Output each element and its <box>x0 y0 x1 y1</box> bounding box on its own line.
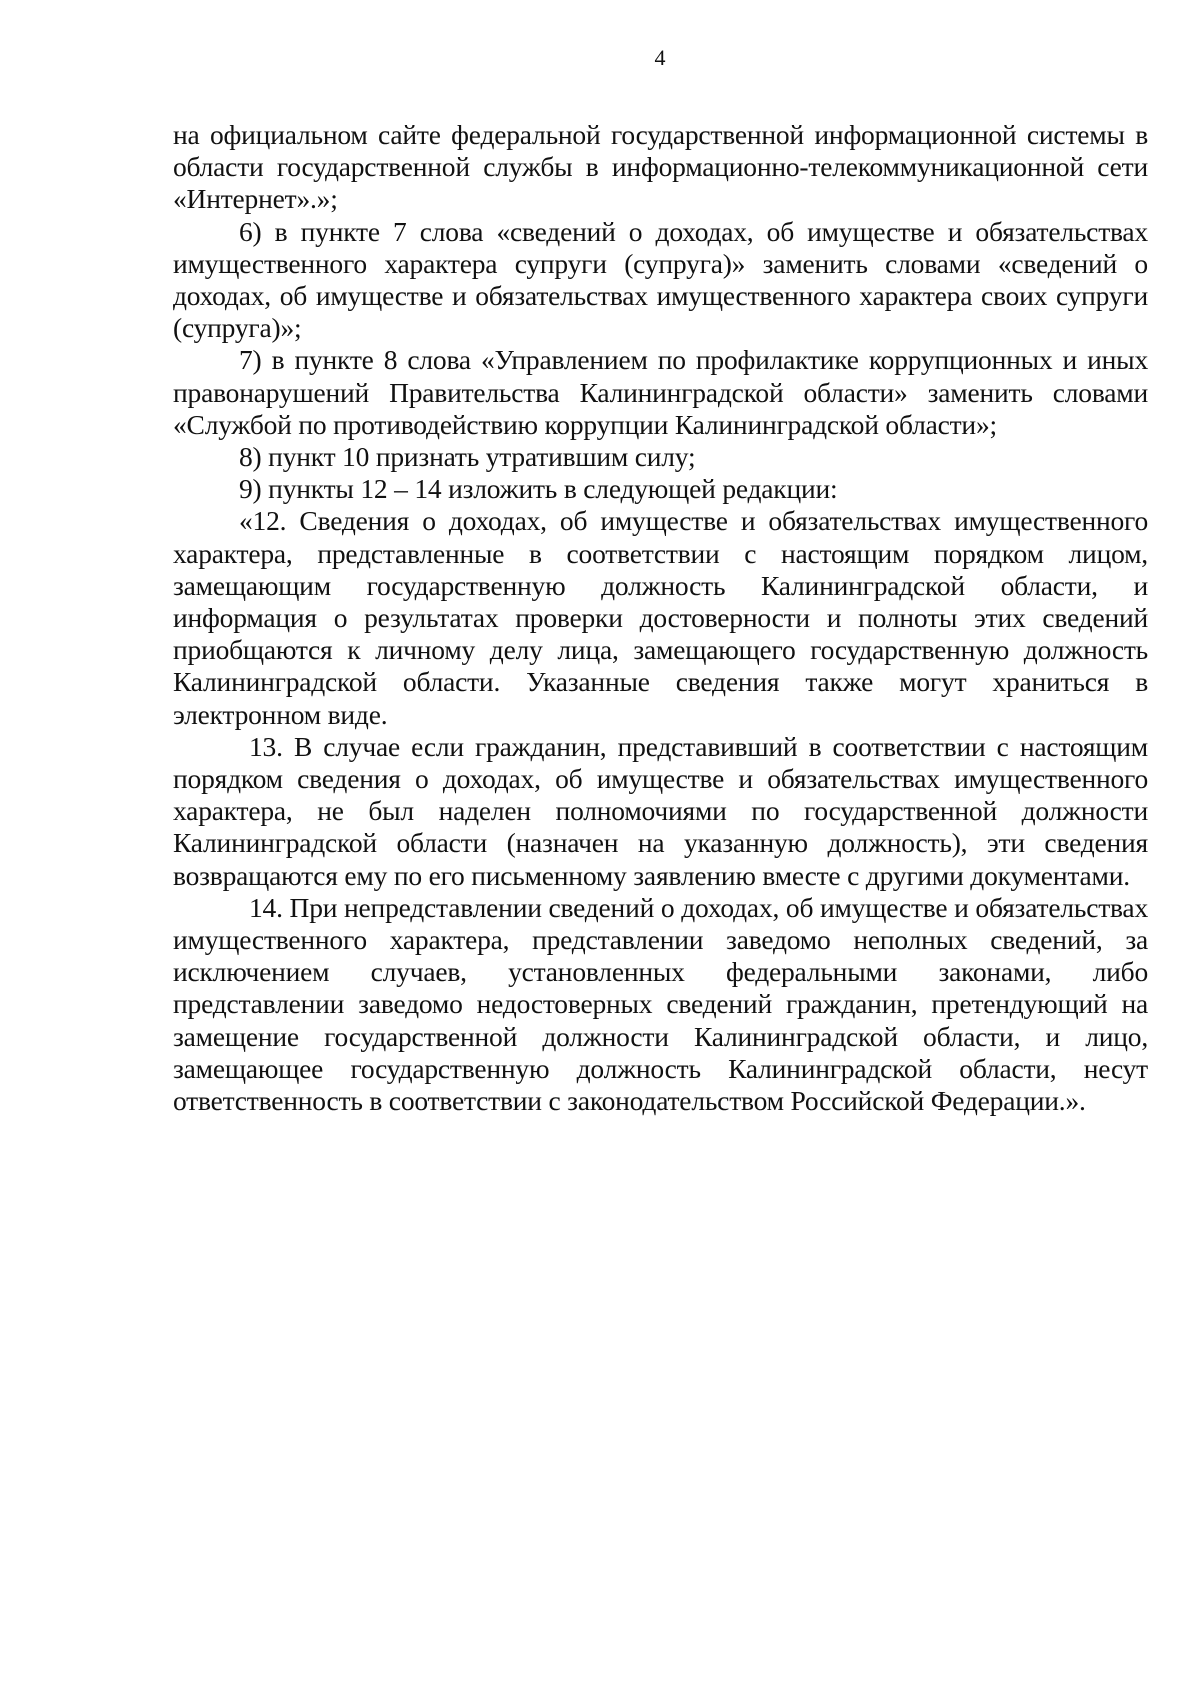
paragraph-continuation: на официальном сайте федеральной государственной информационной системы в области государственной службы в информационно-телекоммуникационной сети «Интернет».»; <box>173 119 1148 215</box>
page-number: 4 <box>654 45 666 70</box>
document-body <box>173 119 1148 1117</box>
paragraph-clause-12: «12. Сведения о доходах, об имуществе и обязательствах имущественного характера, представленные в соответствии с настоящим порядком лицом, замещающим государственную должность Калининградской области, и информация о результатах проверки достоверности и полноты этих сведений приобщаются к личному делу лица, замещающего государственную должность Калининградской области. Указанные сведения также могут храниться в электронном виде. <box>173 505 1148 730</box>
paragraph-clause-14: 14. При непредставлении сведений о доходах, об имуществе и обязательствах имущественного характера, представлении заведомо неполных сведений, за исключением случаев, установленных федеральными законами, либо представлении заведомо недостоверных сведений гражданин, претендующий на замещение государственной должности Калининградской области, и лицо, замещающее государственную должность Калининградской области, несут ответственность в соответствии с законодательством Российской Федерации.». <box>173 891 1148 1117</box>
paragraph-item-7: 7) в пункте 8 слова «Управлением по профилактике коррупционных и иных правонарушений Правительства Калининградской области» заменить словами «Службой по противодействию коррупции Калининградской области»; <box>173 344 1148 440</box>
paragraph-item-8: 8) пункт 10 признать утратившим силу; <box>239 441 696 473</box>
paragraph-clause-13: 13. В случае если гражданин, представивший в соответствии с настоящим порядком сведения о доходах, об имуществе и обязательствах имущественного характера, не был наделен полномочиями по государственной должности Калининградской области (назначен на указанную должность), эти сведения возвращаются ему по его письменному заявлению вместе с другими документами. <box>173 730 1148 891</box>
paragraph-item-9: 9) пункты 12 – 14 изложить в следующей редакции: <box>239 473 838 505</box>
paragraph-item-6: 6) в пункте 7 слова «сведений о доходах, об имуществе и обязательствах имущественного характера супруги (супруга)» заменить словами «сведений о доходах, об имуществе и обязательствах имущественного характера своих супруги (супруга)»; <box>173 215 1148 344</box>
